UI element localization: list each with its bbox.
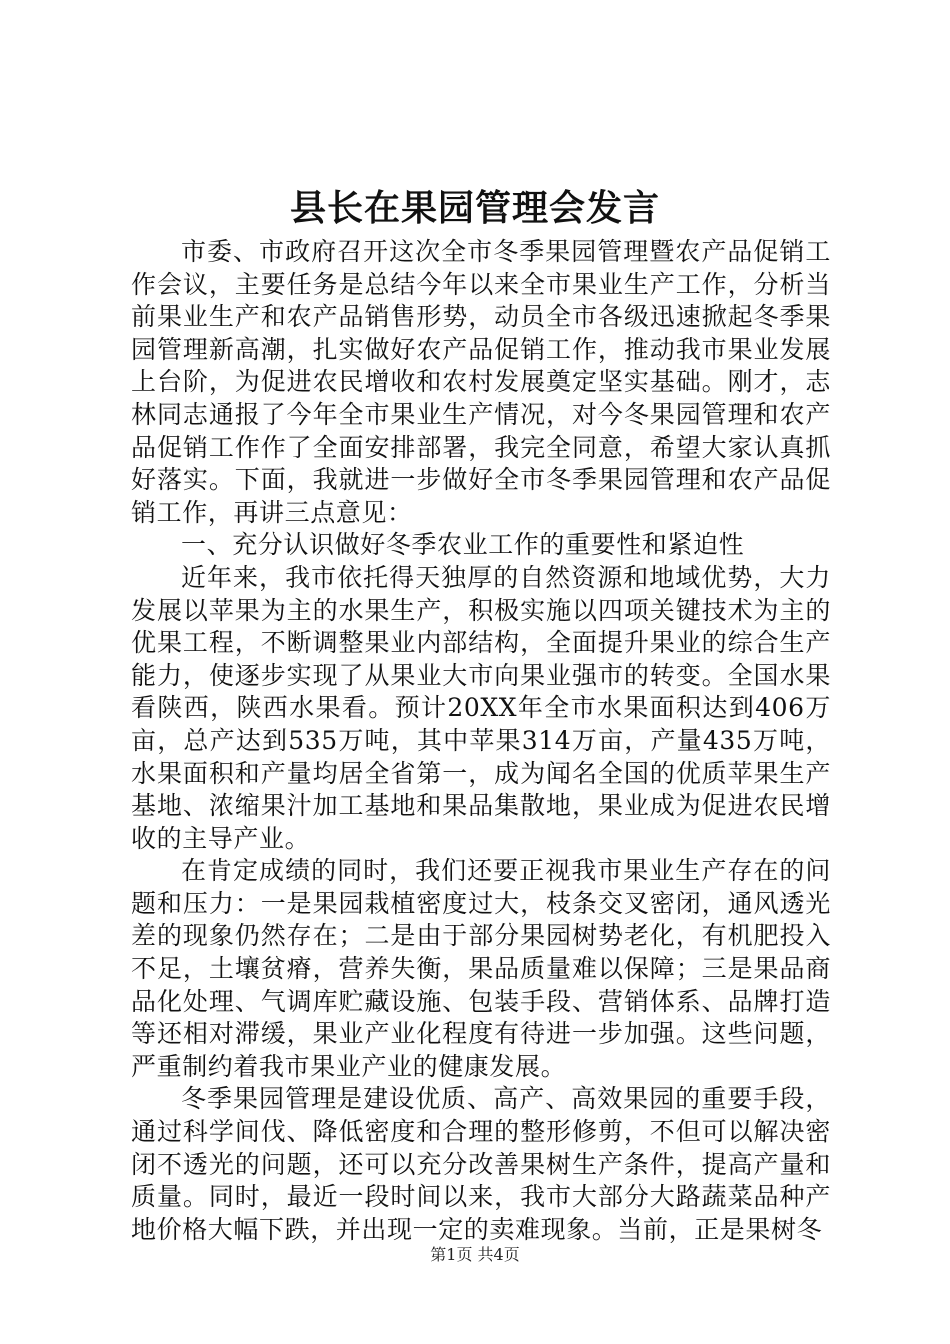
section-heading-1: 一、充分认识做好冬季农业工作的重要性和紧迫性 xyxy=(181,530,745,560)
paragraph-problems: 在肯定成绩的同时，我们还要正视我市果业生产存在的问题和压力：一是果园栽植密度过大，枝条交叉密闭，通风透光差的现象仍然存在；二是由于部分果园树势老化，有机肥投入不足，土壤贫瘠，营养失衡，果品质量难以保障；三是果品商品化处理、气调库贮藏设施、包装手段、营销体系、品牌打造等还相对滞缓，果业产业化程度有待进一步加强。这些问题，严重制约着我市果业产业的健康发展。 xyxy=(131,856,831,1081)
document-body xyxy=(131,236,831,1246)
paragraph-intro: 市委、市政府召开这次全市冬季果园管理暨农产品促销工作会议，主要任务是总结今年以来全市果业生产工作，分析当前果业生产和农产品销售形势，动员全市各级迅速掀起冬季果园管理新高潮，扎实做好农产品促销工作，推动我市果业发展上台阶，为促进农民增收和农村发展奠定坚实基础。刚才，志林同志通报了今年全市果业生产情况，对今冬果园管理和农产品促销工作作了全面安排部署，我完全同意，希望大家认真抓好落实。下面，我就进一步做好全市冬季果园管理和农产品促销工作，再讲三点意见： xyxy=(131,237,831,527)
paragraph-winter-management: 冬季果园管理是建设优质、高产、高效果园的重要手段，通过科学间伐、降低密度和合理的整形修剪，不但可以解决密闭不透光的问题，还可以充分改善果树生产条件，提高产量和质量。同时，最近一段时间以来，我市大部分大路蔬菜品种产地价格大幅下跌，并出现一定的卖难现象。当前，正是果树冬 xyxy=(131,1084,831,1244)
paragraph-achievements: 近年来，我市依托得天独厚的自然资源和地域优势，大力发展以苹果为主的水果生产，积极实施以四项关键技术为主的优果工程，不断调整果业内部结构，全面提升果业的综合生产能力，使逐步实现了从果业大市向果业强市的转变。全国水果看陕西，陕西水果看。预计20XX年全市水果面积达到406万亩，总产达到535万吨，其中苹果314万亩，产量435万吨，水果面积和产量均居全省第一，成为闻名全国的优质苹果生产基地、浓缩果汁加工基地和果品集散地，果业成为促进农民增收的主导产业。 xyxy=(131,562,831,853)
page-footer: 第1页 共4页 xyxy=(430,1245,520,1264)
document-title: 县长在果园管理会发言 xyxy=(289,187,660,229)
